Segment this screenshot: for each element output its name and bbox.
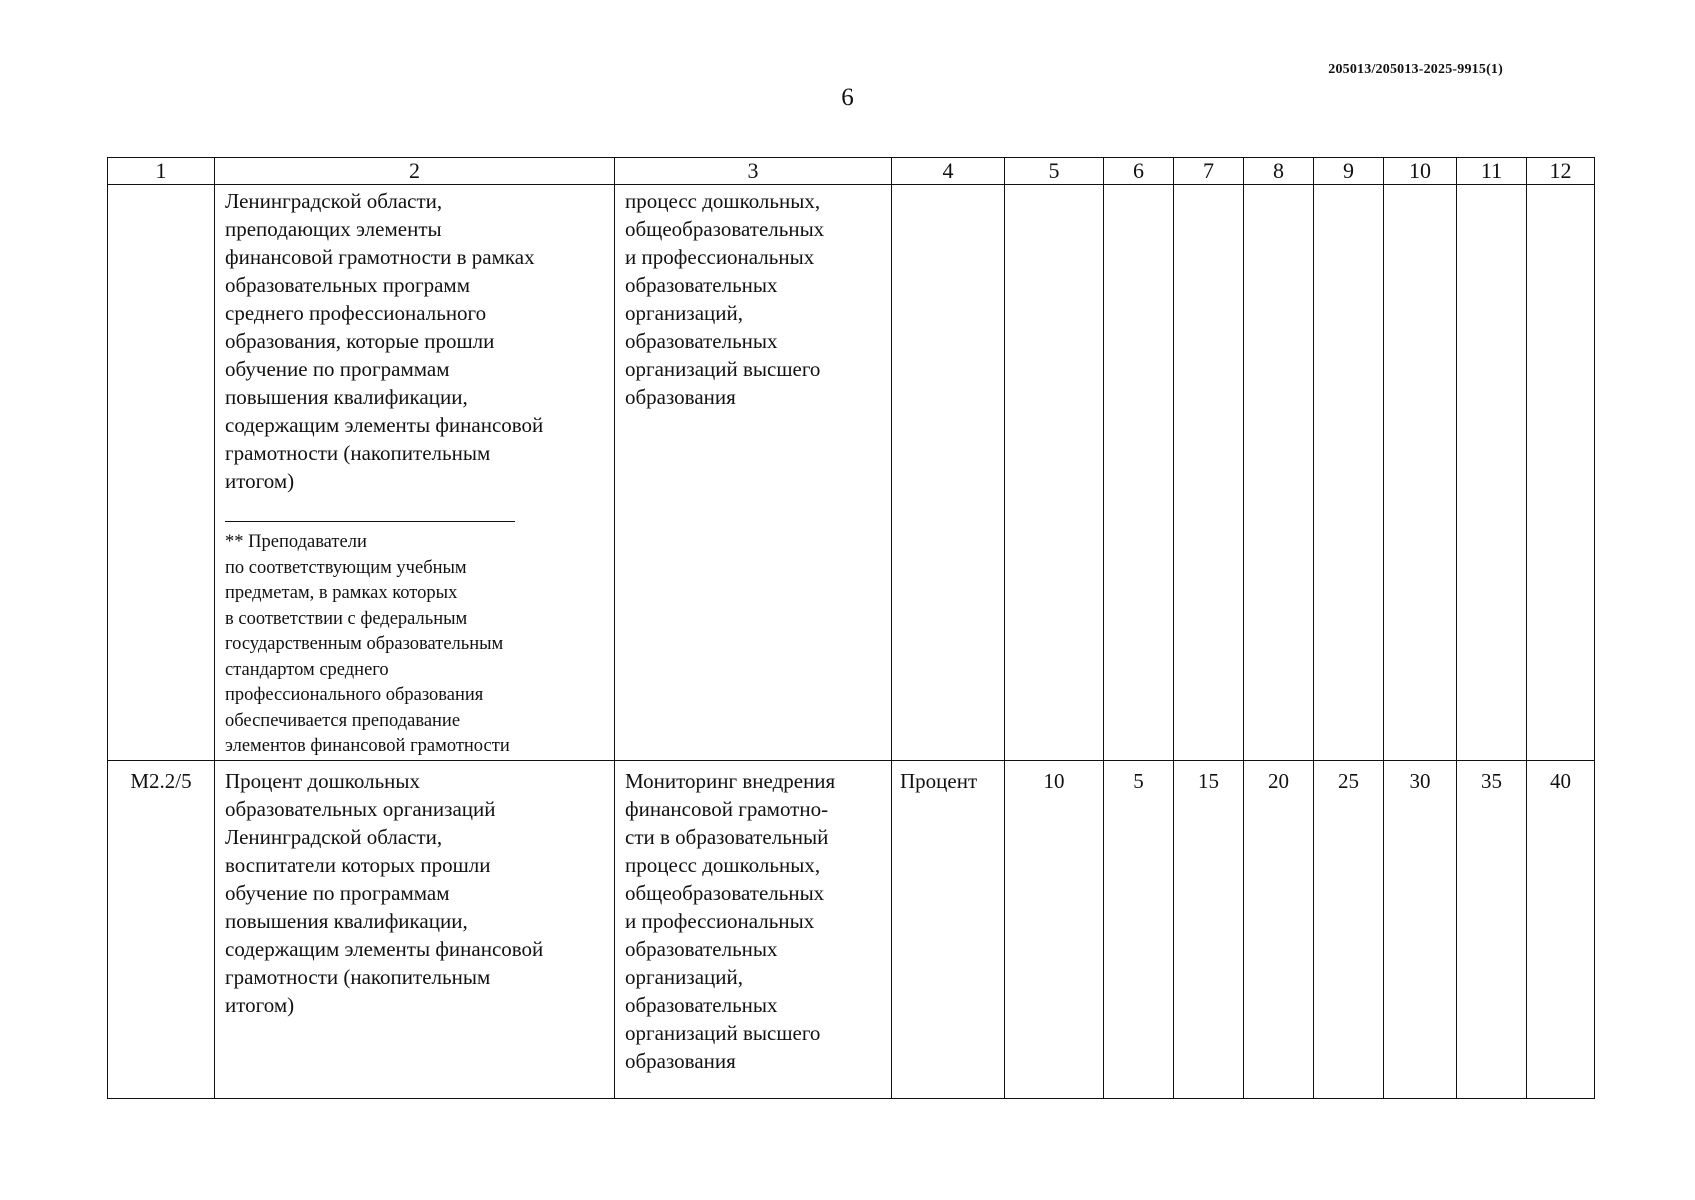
- indicator-text: Процент дошкольных образовательных организаций Ленинградской области, воспитатели которых прошли обучение по программам повышения квалификации, содержащим элементы финансовой грамотности (накопительным итогом): [225, 768, 544, 1017]
- value-cell: [1174, 185, 1244, 761]
- indicator-cell: [215, 760, 615, 1098]
- row-code: М2.2/5: [130, 768, 192, 793]
- value-cell: [1244, 760, 1314, 1098]
- column-header: 10: [1384, 158, 1457, 185]
- indicator-text: Ленинградской области, преподающих элементы финансовой грамотности в рамках образовательных программ среднего профессионального образования, которые прошли обучение по программам повышения квалификации, содержащим элементы финансовой грамотности (накопительным итогом): [225, 189, 544, 493]
- source-cell: [615, 760, 892, 1098]
- value-text: 15: [1198, 768, 1219, 793]
- value-text: [1457, 185, 1526, 191]
- indicator-cell: [215, 185, 615, 761]
- column-header: 7: [1174, 158, 1244, 185]
- value-cell: [1314, 185, 1384, 761]
- document-id: 205013/205013-2025-9915(1): [1328, 62, 1503, 77]
- source-text: Мониторинг внедрения финансовой грамотно- сти в образовательный процесс дошкольных, общеобразовательных и профессиональных образовательных организаций, образовательных организаций высшего образования: [625, 768, 836, 1073]
- unit-text: Процент: [900, 768, 978, 793]
- value-cell: [1174, 760, 1244, 1098]
- value-text: [1314, 185, 1383, 191]
- column-header: 5: [1005, 158, 1104, 185]
- unit-text: [892, 185, 1004, 191]
- value-text: 30: [1409, 768, 1431, 793]
- source-cell: [615, 185, 892, 761]
- value-text: 35: [1481, 768, 1502, 793]
- column-header: 3: [615, 158, 892, 185]
- value-text: [1174, 185, 1243, 191]
- column-header: 12: [1527, 158, 1595, 185]
- value-cell: [1527, 185, 1595, 761]
- unit-cell: [892, 185, 1005, 761]
- value-cell: [1104, 185, 1174, 761]
- value-cell: [1005, 760, 1104, 1098]
- page-number: 6: [841, 84, 854, 111]
- table-row: [108, 185, 1595, 761]
- source-text: процесс дошкольных, общеобразовательных и профессиональных образовательных организаций, образовательных организаций высшего образования: [625, 189, 825, 409]
- value-cell: [1244, 185, 1314, 761]
- value-cell: [1527, 760, 1595, 1098]
- value-text: [1244, 185, 1313, 191]
- footnote-divider: [225, 521, 515, 522]
- column-numbers-row: [108, 158, 1595, 185]
- indicators-table: [107, 157, 1595, 1099]
- column-header: 1: [108, 158, 215, 185]
- row-code-cell: [108, 185, 215, 761]
- value-cell: [1457, 760, 1527, 1098]
- value-cell: [1384, 185, 1457, 761]
- column-header: 11: [1457, 158, 1527, 185]
- column-header: 4: [892, 158, 1005, 185]
- table-row: [108, 760, 1595, 1098]
- value-text: [1005, 185, 1103, 191]
- column-header: 6: [1104, 158, 1174, 185]
- column-header: 8: [1244, 158, 1314, 185]
- value-text: [1104, 185, 1173, 191]
- value-cell: [1314, 760, 1384, 1098]
- value-text: 10: [1043, 768, 1065, 793]
- footnote-text: ** Преподаватели по соответствующим учебным предметам, в рамках которых в соответствии с федеральным государственным образовательным стандартом среднего профессионального образования обеспечивается преподавание элементов финансовой грамотности: [225, 532, 510, 756]
- column-header: 9: [1314, 158, 1384, 185]
- row-code: [108, 185, 214, 191]
- value-text: 5: [1133, 768, 1144, 793]
- value-text: [1384, 185, 1456, 191]
- unit-cell: [892, 760, 1005, 1098]
- value-cell: [1384, 760, 1457, 1098]
- value-text: 20: [1268, 768, 1289, 793]
- value-cell: [1005, 185, 1104, 761]
- value-cell: [1104, 760, 1174, 1098]
- value-text: 25: [1338, 768, 1359, 793]
- column-header: 2: [215, 158, 615, 185]
- value-text: 40: [1550, 768, 1571, 793]
- row-code-cell: [108, 760, 215, 1098]
- value-cell: [1457, 185, 1527, 761]
- value-text: [1527, 185, 1594, 191]
